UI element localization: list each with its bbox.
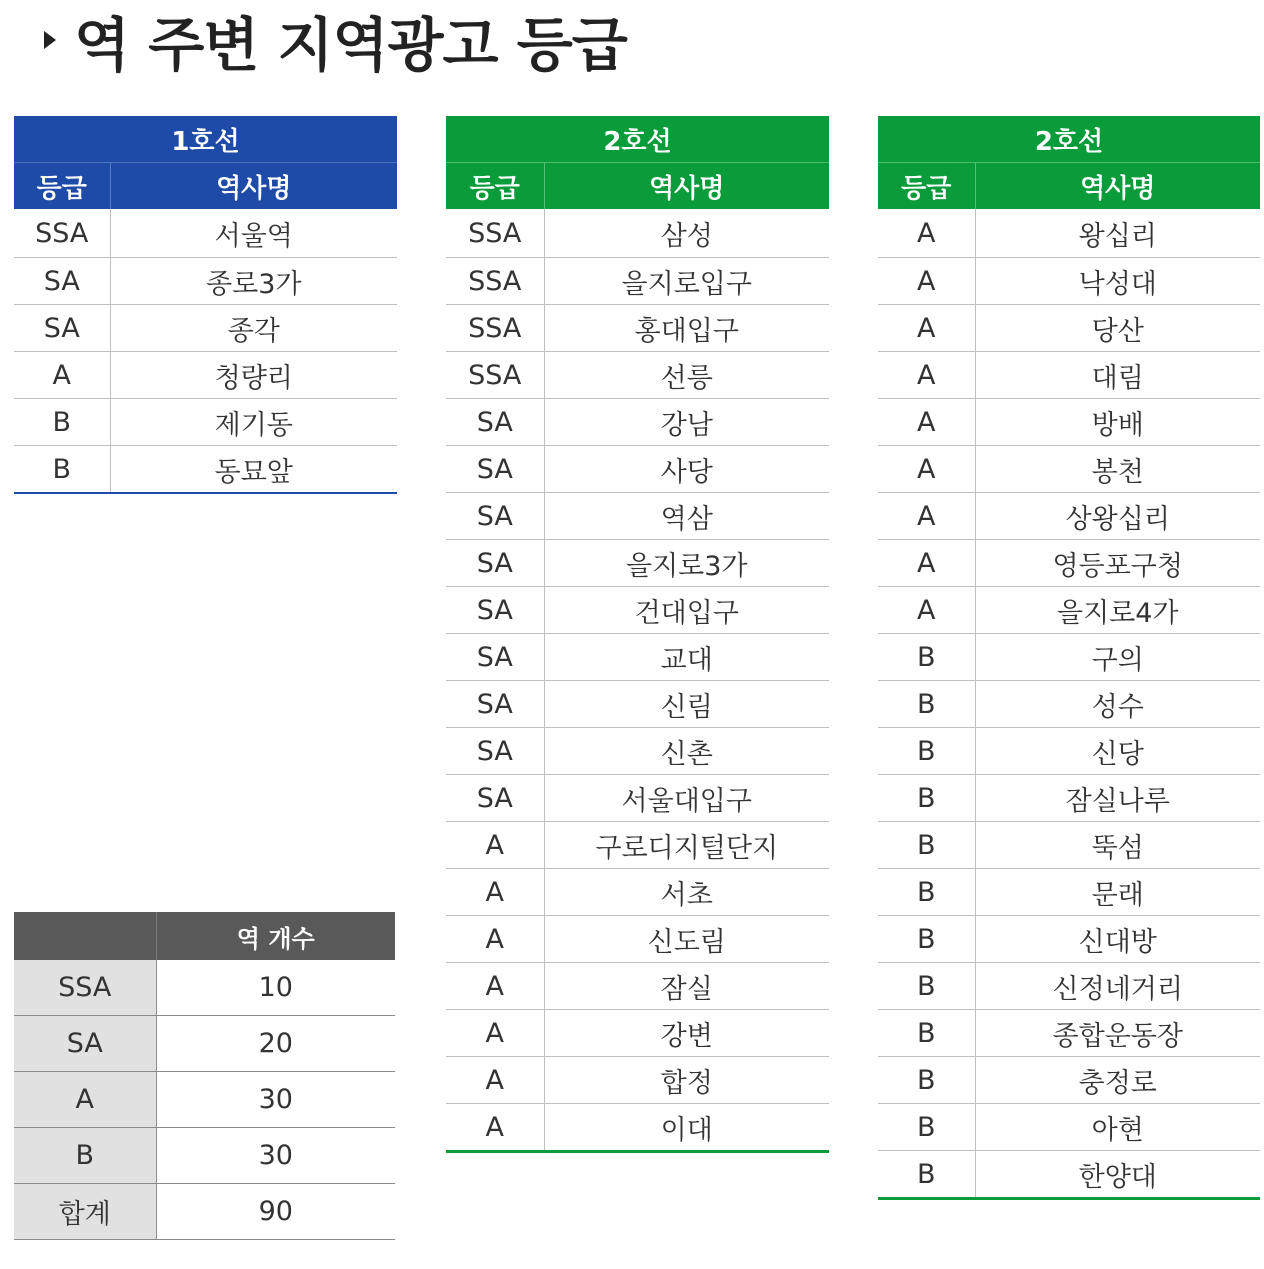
station-cell: 을지로3가 xyxy=(544,540,829,587)
table-row xyxy=(446,916,829,963)
station-count-table xyxy=(14,912,395,1240)
count-header-label: 역 개수 xyxy=(156,912,395,960)
table-row xyxy=(446,399,829,446)
grade-cell: SSA xyxy=(446,305,544,352)
table-row xyxy=(878,493,1260,540)
station-cell: 신촌 xyxy=(544,728,829,775)
grade-cell: SSA xyxy=(446,209,544,258)
station-cell: 선릉 xyxy=(544,352,829,399)
station-cell: 대림 xyxy=(975,352,1260,399)
station-cell: 강변 xyxy=(544,1010,829,1057)
station-cell: 청량리 xyxy=(110,352,397,399)
count-grade-label: SSA xyxy=(14,960,156,1016)
station-cell: 을지로4가 xyxy=(975,587,1260,634)
station-cell: 구로디지털단지 xyxy=(544,822,829,869)
page-title: 역 주변 지역광고 등급 xyxy=(74,11,627,79)
station-cell: 신림 xyxy=(544,681,829,728)
table-line-title: 2호선 xyxy=(446,116,829,163)
grade-cell: SA xyxy=(446,587,544,634)
grade-cell: B xyxy=(878,916,975,963)
station-cell: 신정네거리 xyxy=(975,963,1260,1010)
station-cell: 을지로입구 xyxy=(544,258,829,305)
grade-cell: A xyxy=(446,1057,544,1104)
count-value: 90 xyxy=(156,1184,395,1240)
station-cell: 동묘앞 xyxy=(110,446,397,494)
grade-cell: A xyxy=(878,305,975,352)
line1-grade-table xyxy=(14,116,397,494)
table-row xyxy=(878,728,1260,775)
table-row xyxy=(446,209,829,258)
grade-cell: A xyxy=(446,822,544,869)
table-row xyxy=(14,399,397,446)
table-row xyxy=(446,728,829,775)
table-row xyxy=(14,209,397,258)
table-row xyxy=(878,209,1260,258)
grade-cell: SA xyxy=(446,493,544,540)
station-cell: 종로3가 xyxy=(110,258,397,305)
station-cell: 왕십리 xyxy=(975,209,1260,258)
grade-cell: A xyxy=(446,1010,544,1057)
table-row xyxy=(446,352,829,399)
grade-cell: SA xyxy=(446,681,544,728)
station-cell: 당산 xyxy=(975,305,1260,352)
table-row xyxy=(446,963,829,1010)
table-row xyxy=(878,681,1260,728)
table-row xyxy=(878,1010,1260,1057)
grade-cell: B xyxy=(14,399,110,446)
table-row xyxy=(446,587,829,634)
station-cell: 이대 xyxy=(544,1104,829,1152)
grade-cell: B xyxy=(878,775,975,822)
station-cell: 상왕십리 xyxy=(975,493,1260,540)
grade-cell: SA xyxy=(446,775,544,822)
table-row xyxy=(14,446,397,494)
table-row xyxy=(446,1057,829,1104)
line2-grade-table-a xyxy=(446,116,829,1153)
grade-cell: SA xyxy=(14,258,110,305)
grade-cell: A xyxy=(446,1104,544,1152)
count-grade-label: 합계 xyxy=(14,1184,156,1240)
count-header-blank xyxy=(14,912,156,960)
table-row xyxy=(878,822,1260,869)
station-cell: 문래 xyxy=(975,869,1260,916)
table-row xyxy=(446,305,829,352)
table-row xyxy=(446,775,829,822)
station-cell: 구의 xyxy=(975,634,1260,681)
station-cell: 방배 xyxy=(975,399,1260,446)
grade-cell: B xyxy=(878,1151,975,1199)
count-value: 10 xyxy=(156,960,395,1016)
count-row xyxy=(14,1128,395,1184)
table-row xyxy=(446,869,829,916)
grade-cell: SA xyxy=(446,728,544,775)
table-row xyxy=(878,258,1260,305)
grade-cell: A xyxy=(878,540,975,587)
grade-cell: A xyxy=(878,493,975,540)
count-value: 30 xyxy=(156,1128,395,1184)
grade-cell: A xyxy=(878,446,975,493)
column-header-grade: 등급 xyxy=(14,163,110,210)
count-row xyxy=(14,1016,395,1072)
station-cell: 신당 xyxy=(975,728,1260,775)
grade-cell: B xyxy=(878,1010,975,1057)
station-cell: 잠실 xyxy=(544,963,829,1010)
table-row xyxy=(878,446,1260,493)
table-row xyxy=(878,305,1260,352)
column-header-station: 역사명 xyxy=(110,163,397,210)
station-cell: 충정로 xyxy=(975,1057,1260,1104)
table-row xyxy=(446,540,829,587)
grade-cell: SA xyxy=(446,399,544,446)
table-row xyxy=(878,1057,1260,1104)
table-row xyxy=(446,493,829,540)
table-row xyxy=(14,305,397,352)
station-cell: 삼성 xyxy=(544,209,829,258)
station-cell: 합정 xyxy=(544,1057,829,1104)
station-cell: 아현 xyxy=(975,1104,1260,1151)
table-row xyxy=(878,963,1260,1010)
station-cell: 봉천 xyxy=(975,446,1260,493)
table-row xyxy=(878,916,1260,963)
station-cell: 신도림 xyxy=(544,916,829,963)
station-cell: 교대 xyxy=(544,634,829,681)
table-row xyxy=(14,352,397,399)
grade-cell: A xyxy=(14,352,110,399)
grade-cell: SA xyxy=(14,305,110,352)
station-cell: 한양대 xyxy=(975,1151,1260,1199)
page-title-block xyxy=(44,4,627,79)
grade-cell: A xyxy=(446,916,544,963)
station-cell: 강남 xyxy=(544,399,829,446)
line2-grade-table-b xyxy=(878,116,1260,1200)
grade-cell: A xyxy=(878,587,975,634)
station-cell: 서울대입구 xyxy=(544,775,829,822)
grade-cell: A xyxy=(878,399,975,446)
grade-cell: SA xyxy=(446,634,544,681)
column-header-station: 역사명 xyxy=(544,163,829,210)
grade-cell: A xyxy=(878,352,975,399)
count-row xyxy=(14,1184,395,1240)
station-cell: 건대입구 xyxy=(544,587,829,634)
station-cell: 종합운동장 xyxy=(975,1010,1260,1057)
grade-cell: B xyxy=(14,446,110,494)
table-row xyxy=(878,1151,1260,1199)
station-cell: 역삼 xyxy=(544,493,829,540)
grade-cell: B xyxy=(878,728,975,775)
count-grade-label: A xyxy=(14,1072,156,1128)
count-value: 20 xyxy=(156,1016,395,1072)
count-row xyxy=(14,960,395,1016)
table-row xyxy=(878,540,1260,587)
column-header-station: 역사명 xyxy=(975,163,1260,210)
table-line-title: 1호선 xyxy=(14,116,397,163)
count-row xyxy=(14,1072,395,1128)
table-row xyxy=(14,258,397,305)
count-value: 30 xyxy=(156,1072,395,1128)
station-cell: 서초 xyxy=(544,869,829,916)
station-cell: 성수 xyxy=(975,681,1260,728)
column-header-grade: 등급 xyxy=(878,163,975,210)
grade-cell: B xyxy=(878,869,975,916)
grade-cell: SA xyxy=(446,540,544,587)
grade-cell: B xyxy=(878,681,975,728)
column-header-grade: 등급 xyxy=(446,163,544,210)
table-row xyxy=(878,634,1260,681)
table-row xyxy=(446,446,829,493)
station-cell: 종각 xyxy=(110,305,397,352)
grade-cell: B xyxy=(878,963,975,1010)
grade-cell: A xyxy=(446,869,544,916)
grade-cell: B xyxy=(878,634,975,681)
station-cell: 신대방 xyxy=(975,916,1260,963)
table-row xyxy=(878,775,1260,822)
grade-cell: A xyxy=(878,209,975,258)
station-cell: 홍대입구 xyxy=(544,305,829,352)
grade-cell: SA xyxy=(446,446,544,493)
table-row xyxy=(878,869,1260,916)
station-cell: 뚝섬 xyxy=(975,822,1260,869)
grade-cell: SSA xyxy=(446,258,544,305)
table-row xyxy=(446,681,829,728)
table-row xyxy=(446,634,829,681)
table-line-title: 2호선 xyxy=(878,116,1260,163)
grade-cell: A xyxy=(878,258,975,305)
station-cell: 잠실나루 xyxy=(975,775,1260,822)
triangle-bullet-icon xyxy=(44,31,56,49)
count-grade-label: SA xyxy=(14,1016,156,1072)
table-row xyxy=(446,1104,829,1152)
grade-cell: B xyxy=(878,1104,975,1151)
table-row xyxy=(878,352,1260,399)
grade-cell: SSA xyxy=(446,352,544,399)
station-cell: 낙성대 xyxy=(975,258,1260,305)
table-row xyxy=(446,822,829,869)
table-row xyxy=(878,587,1260,634)
table-row xyxy=(446,258,829,305)
table-row xyxy=(878,399,1260,446)
count-grade-label: B xyxy=(14,1128,156,1184)
grade-cell: B xyxy=(878,822,975,869)
station-cell: 영등포구청 xyxy=(975,540,1260,587)
station-cell: 사당 xyxy=(544,446,829,493)
station-cell: 서울역 xyxy=(110,209,397,258)
grade-cell: A xyxy=(446,963,544,1010)
grade-cell: SSA xyxy=(14,209,110,258)
table-row xyxy=(878,1104,1260,1151)
grade-cell: B xyxy=(878,1057,975,1104)
table-row xyxy=(446,1010,829,1057)
station-cell: 제기동 xyxy=(110,399,397,446)
